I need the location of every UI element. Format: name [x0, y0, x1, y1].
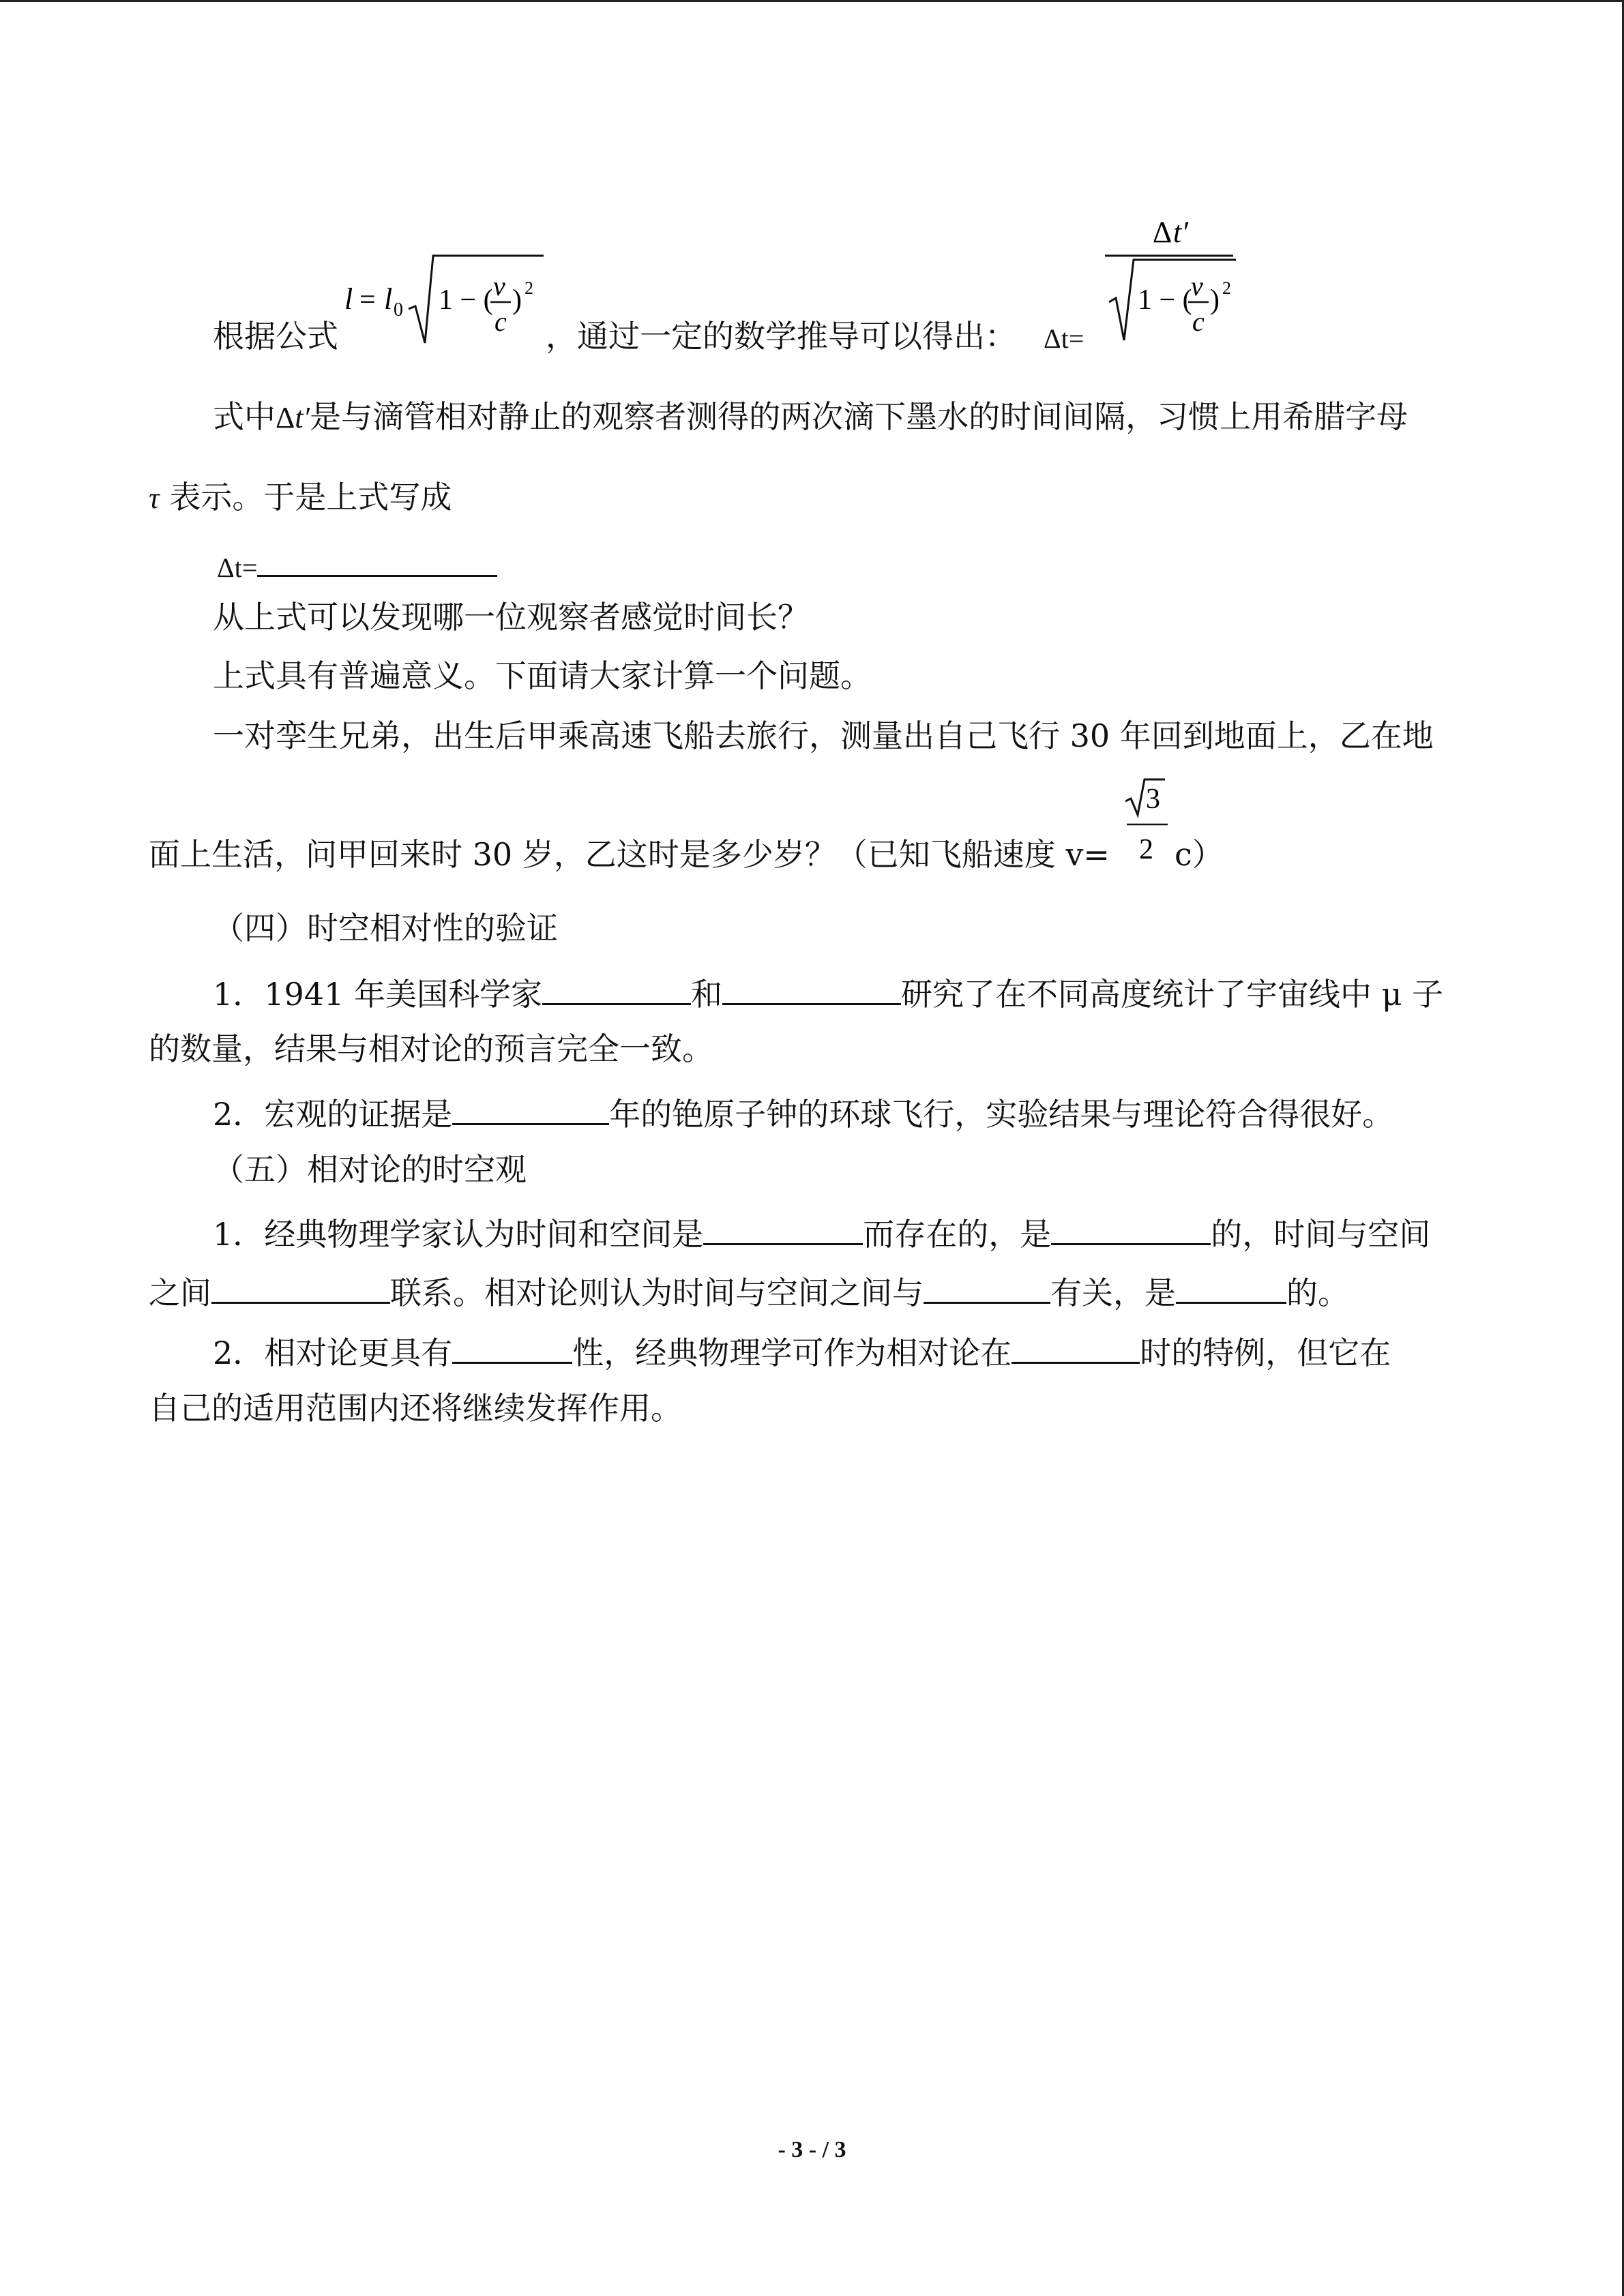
- formula-time-dilation: [1105, 207, 1241, 350]
- svg-text:=: =: [359, 284, 376, 316]
- delta-t-text: Δt=: [1044, 323, 1084, 354]
- svg-text:v: v: [1191, 271, 1203, 301]
- text-he: 和: [690, 976, 722, 1013]
- text-classical-special-case: 性，经典物理学可作为相对论在: [572, 1335, 1012, 1371]
- svg-text:2: 2: [525, 278, 533, 298]
- text-line-question: [213, 597, 809, 638]
- question-line-universal: [213, 1328, 1391, 1373]
- svg-text:c: c: [494, 306, 507, 337]
- text-zhijian: 之间: [149, 1274, 211, 1311]
- section-heading-4: [213, 908, 558, 949]
- svg-text:v: v: [493, 271, 505, 301]
- text-special-case: 时的特例，但它在: [1140, 1335, 1391, 1371]
- formula-sqrt3-over-2: [1125, 773, 1180, 875]
- question-line-universal-cont: [149, 1388, 682, 1429]
- text-muon: 研究了在不同高度统计了宇宙线中 μ 子: [900, 976, 1444, 1013]
- text-more-universal: 2．相对论更具有: [213, 1335, 453, 1371]
- text-between-time-space: 的，时间与空间: [1211, 1216, 1431, 1253]
- heading-verification: （四）时空相对性的验证: [213, 910, 558, 946]
- heading-spacetime-view: （五）相对论的时空观: [213, 1151, 527, 1188]
- answer-blank-scientist-2[interactable]: [722, 969, 901, 1005]
- text-macro-evidence: 2．宏观的证据是: [213, 1096, 453, 1133]
- answer-blank-low-speed[interactable]: [1012, 1328, 1140, 1364]
- answer-blank-delta-t[interactable]: [257, 541, 497, 577]
- answer-blank-motion[interactable]: [924, 1268, 1050, 1304]
- text-shizhong: 式中: [213, 398, 276, 435]
- question-line-1941: [213, 969, 1443, 1015]
- text-line-delta-t-prime: [213, 396, 1408, 438]
- text-tau-rewrite: 表示。于是上式写成: [169, 479, 452, 516]
- text-de: 的。: [1286, 1274, 1349, 1311]
- text-formula-label: 根据公式: [213, 318, 338, 355]
- text-and-is: 而存在的，是: [863, 1216, 1052, 1253]
- svg-text:l: l: [344, 282, 353, 316]
- answer-blank-independent[interactable]: [703, 1209, 863, 1245]
- delta-t-label: [1044, 318, 1084, 359]
- text-twins-question: 面上生活，问甲回来时 30 岁，乙这时是多少岁？（已知飞船速度 v=: [149, 836, 1110, 873]
- svg-text:3: 3: [1146, 784, 1160, 815]
- svg-text:t′: t′: [1173, 215, 1188, 249]
- text-line-derivation: [546, 316, 1016, 357]
- svg-text:c: c: [1192, 306, 1205, 337]
- text-line-formula-intro: [213, 316, 338, 357]
- text-line-twins: [213, 715, 1434, 756]
- answer-blank-absolute[interactable]: [1051, 1209, 1211, 1245]
- answer-blank-universality[interactable]: [452, 1328, 572, 1364]
- question-line-classical: [213, 1209, 1430, 1255]
- svg-text:): ): [1210, 284, 1220, 316]
- text-explanation: 是与滴管相对静止的观察者测得的两次滴下墨水的时间间隔，习惯上用希腊字母: [310, 398, 1408, 435]
- text-twins-problem: 一对孪生兄弟，出生后甲乘高速飞船去旅行，测量出自己飞行 30 年回到地面上，乙在地: [213, 717, 1434, 754]
- text-derivation: ，通过一定的数学推导可以得出：: [546, 318, 1016, 355]
- text-line-c: [1175, 834, 1224, 875]
- svg-text:Δ: Δ: [1153, 215, 1172, 249]
- answer-blank-year[interactable]: [452, 1089, 609, 1125]
- symbol-delta-t-prime: Δt′: [276, 401, 310, 434]
- question-line-1941-cont: [149, 1028, 713, 1069]
- page-number: - 3 - / 3: [778, 2137, 846, 2162]
- answer-blank-scientist-1[interactable]: [542, 969, 691, 1005]
- text-c: c）: [1175, 836, 1224, 873]
- svg-text:): ): [512, 284, 522, 316]
- text-general-meaning: 上式具有普遍意义。下面请大家计算一个问题。: [213, 657, 872, 694]
- text-question-observer: 从上式可以发现哪一位观察者感觉时间长？: [213, 599, 809, 636]
- svg-text:l: l: [384, 282, 393, 316]
- delta-t-fill-label: Δt=: [217, 552, 258, 583]
- text-cesium-clock: 年的铯原子钟的环球飞行，实验结果与理论符合得很好。: [609, 1096, 1394, 1133]
- svg-text:2: 2: [1222, 278, 1231, 298]
- svg-text:2: 2: [1139, 834, 1153, 865]
- text-classical-view: 1．经典物理学家认为时间和空间是: [213, 1216, 704, 1253]
- question-line-classical-cont: [149, 1268, 1349, 1313]
- text-muon-result: 的数量，结果与相对论的预言完全一致。: [149, 1030, 713, 1067]
- svg-text:0: 0: [394, 299, 403, 320]
- symbol-tau: τ: [149, 481, 160, 515]
- text-line-delta-t-blank: [217, 541, 497, 588]
- svg-text:1 − (: 1 − (: [439, 284, 493, 316]
- text-line-tau: [149, 477, 452, 519]
- text-line-twins-cont: [149, 834, 1110, 875]
- text-related-is: 有关，是: [1050, 1274, 1176, 1311]
- question-line-macro: [213, 1089, 1393, 1135]
- formula-length-contraction: [344, 248, 549, 350]
- svg-text:1 − (: 1 − (: [1138, 284, 1192, 316]
- text-relativity-view: 联系。相对论则认为时间与空间之间与: [390, 1274, 924, 1311]
- text-applicable-range: 自己的适用范围内还将继续发挥作用。: [149, 1390, 682, 1427]
- answer-blank-no-connection[interactable]: [211, 1268, 390, 1304]
- section-heading-5: [213, 1149, 527, 1190]
- answer-blank-relative[interactable]: [1176, 1268, 1286, 1304]
- text-1941: 1．1941 年美国科学家: [213, 976, 542, 1013]
- text-line-general: [213, 655, 872, 696]
